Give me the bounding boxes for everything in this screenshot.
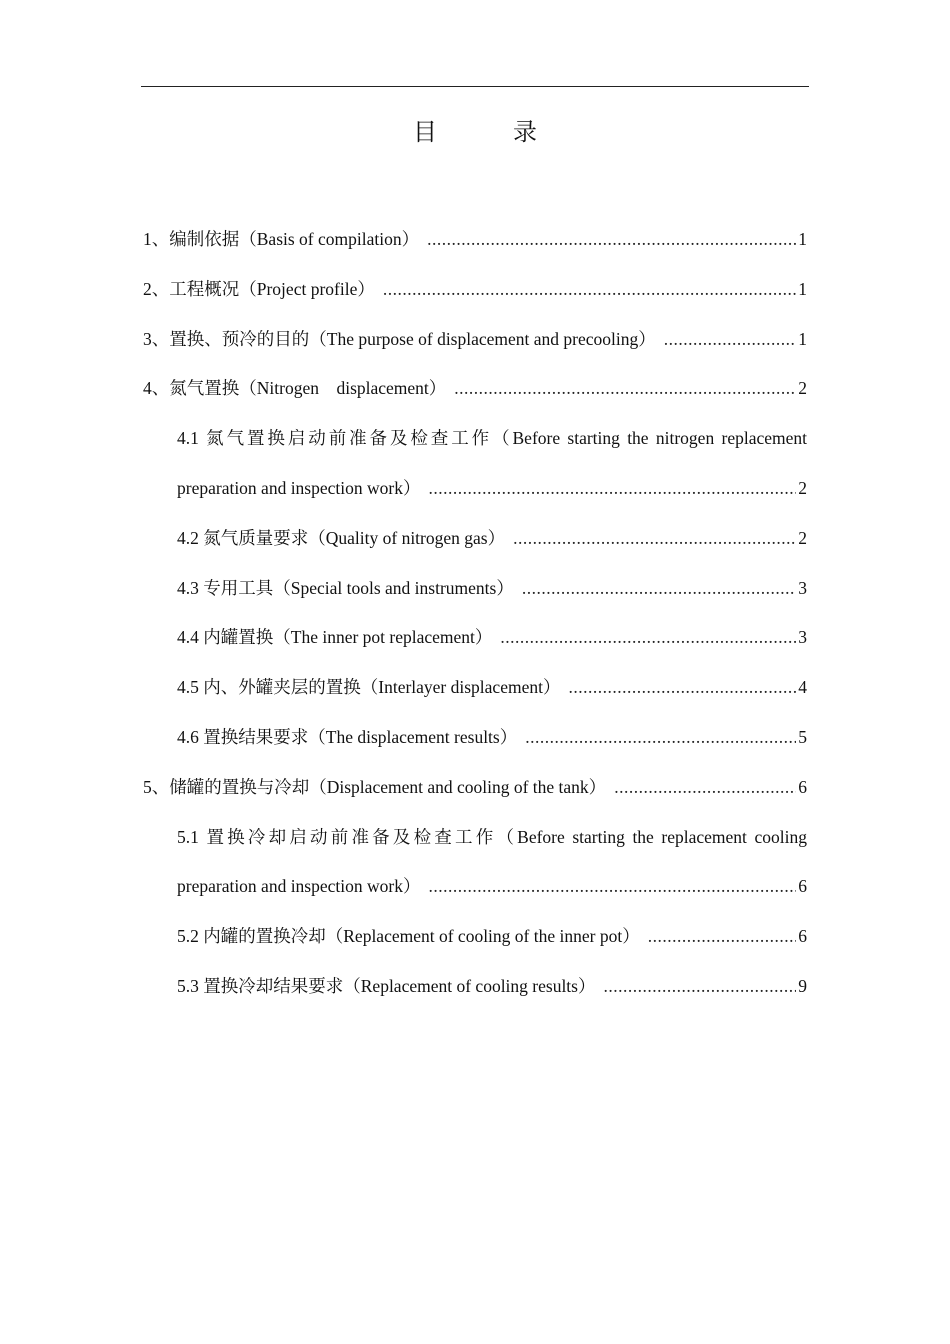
toc-entry-1[interactable] <box>143 224 807 274</box>
toc-page-number: 5 <box>798 726 807 747</box>
toc-entry-label: 4.4 内罐置换（The inner pot replacement） <box>177 627 493 648</box>
toc-entry-5[interactable] <box>143 772 807 822</box>
toc-entry-2[interactable] <box>143 274 807 324</box>
toc-page-number: 1 <box>798 278 807 299</box>
toc-leader-dots <box>428 871 796 901</box>
toc-entry-5-2[interactable] <box>177 921 807 971</box>
toc-page-number: 4 <box>798 677 807 698</box>
toc-leader-dots <box>525 722 796 752</box>
toc-entry-label: 2、工程概况（Project profile） <box>143 278 375 299</box>
toc-page-number: 2 <box>798 378 807 399</box>
toc-leader-dots <box>454 373 796 403</box>
toc-entry-label: preparation and inspection work） <box>177 876 421 897</box>
toc-leader-dots <box>513 523 796 553</box>
toc-entry-5-1-line1[interactable]: 5.1 置换冷却启动前准备及检查工作（Before starting the replacement cooling <box>177 826 807 847</box>
toc-page-number: 9 <box>798 975 807 996</box>
toc-leader-dots <box>500 622 796 652</box>
toc-page-number: 6 <box>798 876 807 897</box>
page-title: 目 录 <box>413 120 563 146</box>
toc-entry-4-1-line1[interactable]: 4.1 氮气置换启动前准备及检查工作（Before starting the nitrogen replacement <box>177 428 807 449</box>
toc-leader-dots <box>664 324 797 354</box>
toc-entry-label: 4.5 内、外罐夹层的置换（Interlayer displacement） <box>177 677 561 698</box>
toc-entry-3[interactable] <box>143 324 807 374</box>
table-of-contents <box>143 224 807 1021</box>
toc-entry-label: 5.3 置换冷却结果要求（Replacement of cooling results） <box>177 975 596 996</box>
toc-entry-label: 5.2 内罐的置换冷却（Replacement of cooling of the inner pot） <box>177 926 640 947</box>
toc-entry-4-1[interactable] <box>177 473 807 523</box>
toc-entry-4-5[interactable] <box>177 672 807 722</box>
toc-entry-label: 4、氮气置换（Nitrogen displacement） <box>143 378 447 399</box>
toc-entry-4-3[interactable] <box>177 573 807 623</box>
toc-leader-dots <box>522 573 796 603</box>
toc-leader-dots <box>427 224 796 254</box>
toc-page-number: 3 <box>798 627 807 648</box>
toc-page-number: 1 <box>798 328 807 349</box>
toc-entry-label: 4.2 氮气质量要求（Quality of nitrogen gas） <box>177 527 506 548</box>
toc-entry-5-3[interactable] <box>177 971 807 1021</box>
toc-page-number: 3 <box>798 577 807 598</box>
toc-entry-label: 5、储罐的置换与冷却（Displacement and cooling of the tank） <box>143 776 607 797</box>
toc-entry-label: preparation and inspection work） <box>177 477 421 498</box>
toc-page-number: 6 <box>798 776 807 797</box>
toc-leader-dots <box>603 971 796 1001</box>
toc-entry-label: 1、编制依据（Basis of compilation） <box>143 229 420 249</box>
toc-leader-dots <box>568 672 796 702</box>
toc-page-number: 6 <box>798 926 807 947</box>
toc-page-number: 1 <box>798 229 807 249</box>
toc-page-number: 2 <box>798 477 807 498</box>
toc-leader-dots <box>383 274 796 304</box>
toc-entry-5-1[interactable] <box>177 871 807 921</box>
toc-entry-label: 3、置换、预冷的目的（The purpose of displacement and precooling） <box>143 328 656 349</box>
toc-entry-4[interactable] <box>143 373 807 423</box>
toc-leader-dots <box>614 772 796 802</box>
toc-leader-dots <box>648 921 797 951</box>
toc-entry-4-4[interactable] <box>177 622 807 672</box>
toc-entry-4-6[interactable] <box>177 722 807 772</box>
toc-entry-4-2[interactable] <box>177 523 807 573</box>
header-rule <box>141 86 809 87</box>
toc-entry-label: 4.6 置换结果要求（The displacement results） <box>177 726 518 747</box>
toc-leader-dots <box>428 473 796 503</box>
toc-page-number: 2 <box>798 527 807 548</box>
toc-entry-label: 4.3 专用工具（Special tools and instruments） <box>177 577 514 598</box>
